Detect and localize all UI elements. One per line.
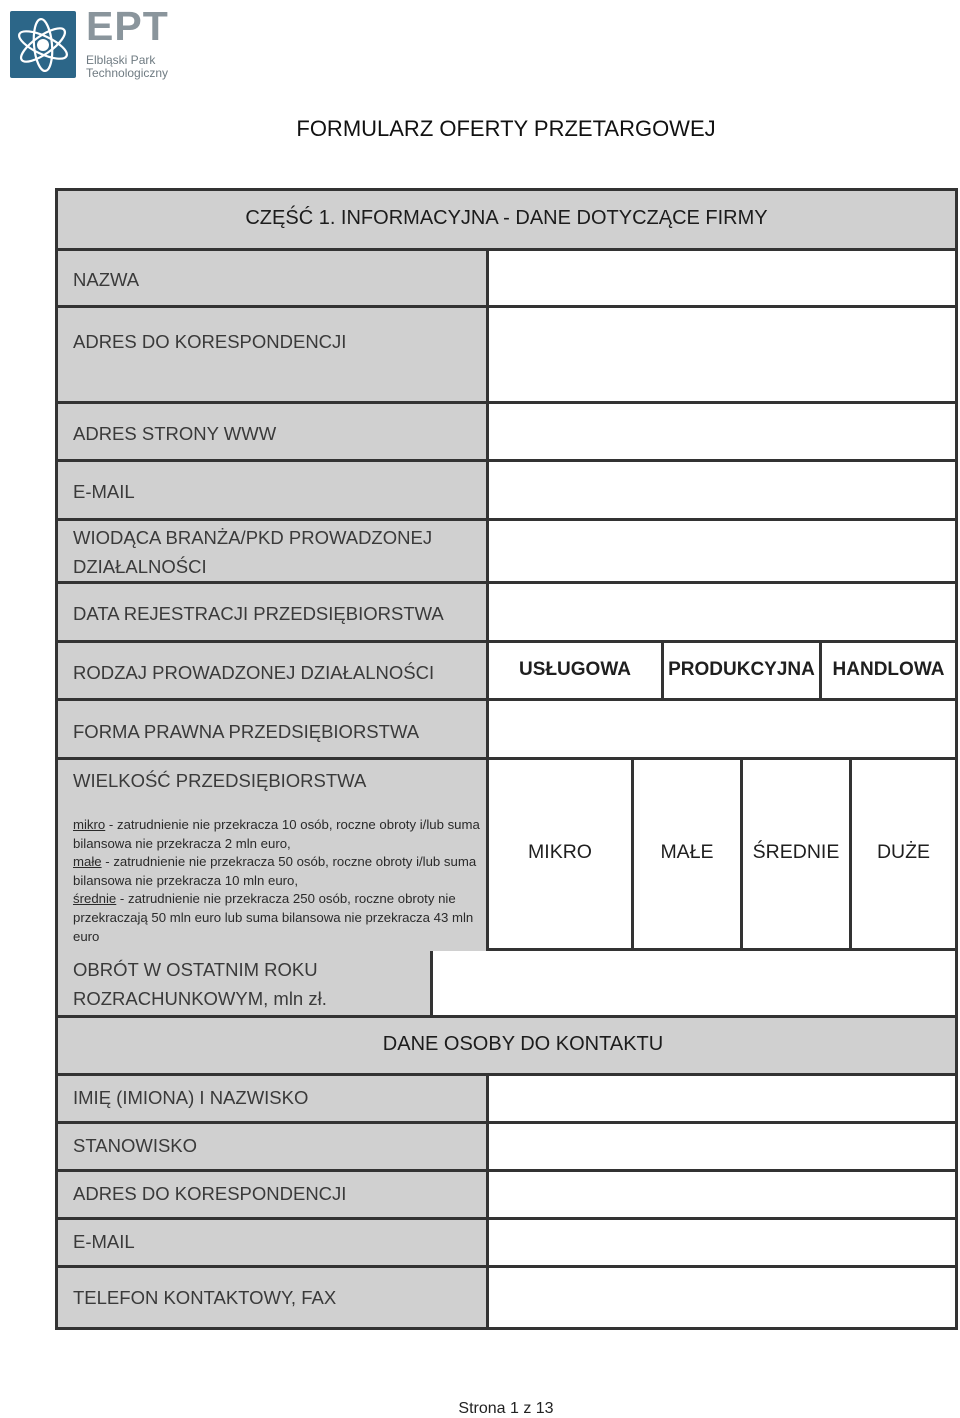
label-forma: FORMA PRAWNA PRZEDSIĘBIORSTWA (73, 721, 420, 742)
term-srednie: średnie (73, 891, 117, 907)
option-handlowa-label: HANDLOWA (832, 659, 945, 680)
label-telefon: TELEFON KONTAKTOWY, FAX (73, 1287, 337, 1308)
logo-line-1: Elbląski Park (86, 53, 156, 67)
input-imie[interactable] (489, 1076, 955, 1121)
input-obrot[interactable] (433, 951, 955, 1015)
ept-logo (10, 3, 185, 83)
section1-title: CZĘŚĆ 1. INFORMACYJNA - DANE DOTYCZĄCE FIRMY (245, 207, 768, 229)
input-adres[interactable] (489, 308, 955, 401)
term-mikro: mikro (73, 817, 106, 832)
term-male: małe (73, 854, 102, 870)
def-mikro: - zatrudnienie nie przekracza 10 osób, roczne obroty i/lub suma bilansowa nie przekracza 2 mln euro, (73, 817, 480, 851)
option-mikro[interactable] (489, 760, 631, 948)
label-obrot: OBRÓT W OSTATNIM ROKU ROZRACHUNKOWYM, mln zł. (73, 959, 327, 1009)
option-duze-label: DUŻE (876, 841, 931, 863)
option-male[interactable] (634, 760, 740, 948)
input-nazwa[interactable] (489, 251, 955, 305)
input-data-rejestracji[interactable] (489, 584, 955, 640)
logo-letters: EPT (86, 3, 169, 49)
option-uslugowa[interactable] (489, 643, 661, 698)
option-handlowa[interactable] (822, 643, 955, 698)
def-srednie: - zatrudnienie nie przekracza 250 osób, roczne obroty nie przekraczają 50 mln euro lub suma bilansowa nie przekracza 43 mln euro (73, 891, 474, 944)
option-duze[interactable] (852, 760, 955, 948)
label-adres: ADRES DO KORESPONDENCJI (73, 331, 347, 352)
option-male-label: MAŁE (660, 841, 714, 863)
label-kontakt-adres: ADRES DO KORESPONDENCJI (73, 1183, 347, 1204)
label-data-rejestracji: DATA REJESTRACJI PRZEDSIĘBIORSTWA (73, 603, 444, 624)
document-title: FORMULARZ OFERTY PRZETARGOWEJ (296, 116, 716, 141)
section1-header (58, 191, 955, 248)
def-male: - zatrudnienie nie przekracza 50 osób, roczne obroty i/lub suma bilansowa nie przekracza 10 mln euro, (73, 854, 477, 888)
atom-logo-icon (10, 11, 76, 78)
input-telefon[interactable] (489, 1268, 955, 1327)
input-stanowisko[interactable] (489, 1124, 955, 1169)
input-branza[interactable] (489, 521, 955, 581)
offer-form (55, 188, 958, 1330)
input-kontakt-adres[interactable] (489, 1172, 955, 1217)
page-number: Strona 1 z 13 (458, 1400, 554, 1417)
option-produkcyjna[interactable] (664, 643, 819, 698)
section2-header (58, 1018, 955, 1073)
option-produkcyjna-label: PRODUKCYJNA (668, 659, 815, 680)
option-srednie[interactable] (743, 760, 849, 948)
label-nazwa: NAZWA (73, 269, 140, 290)
label-www: ADRES STRONY WWW (73, 423, 277, 444)
input-forma[interactable] (489, 701, 955, 757)
input-www[interactable] (489, 404, 955, 459)
section2-title: DANE OSOBY DO KONTAKTU (382, 1033, 664, 1055)
contact-label-column (58, 1076, 486, 1327)
logo-line-2: Technologiczny (86, 66, 169, 80)
label-email: E-MAIL (73, 481, 135, 502)
label-wielkosc: WIELKOŚĆ PRZEDSIĘBIORSTWA (73, 770, 367, 791)
input-email[interactable] (489, 462, 955, 518)
option-srednie-label: ŚREDNIE (752, 841, 840, 863)
label-branza: WIODĄCA BRANŻA/PKD PROWADZONEJ DZIAŁALNOŚCI (73, 527, 433, 577)
label-rodzaj: RODZAJ PROWADZONEJ DZIAŁALNOŚCI (73, 662, 435, 683)
option-mikro-label: MIKRO (528, 841, 592, 863)
input-kontakt-email[interactable] (489, 1220, 955, 1265)
option-uslugowa-label: USŁUGOWA (519, 659, 631, 680)
label-kontakt-email: E-MAIL (73, 1231, 135, 1252)
label-stanowisko: STANOWISKO (73, 1135, 198, 1156)
size-definitions-note (73, 816, 493, 946)
label-imie: IMIĘ (IMIONA) I NAZWISKO (73, 1087, 309, 1108)
